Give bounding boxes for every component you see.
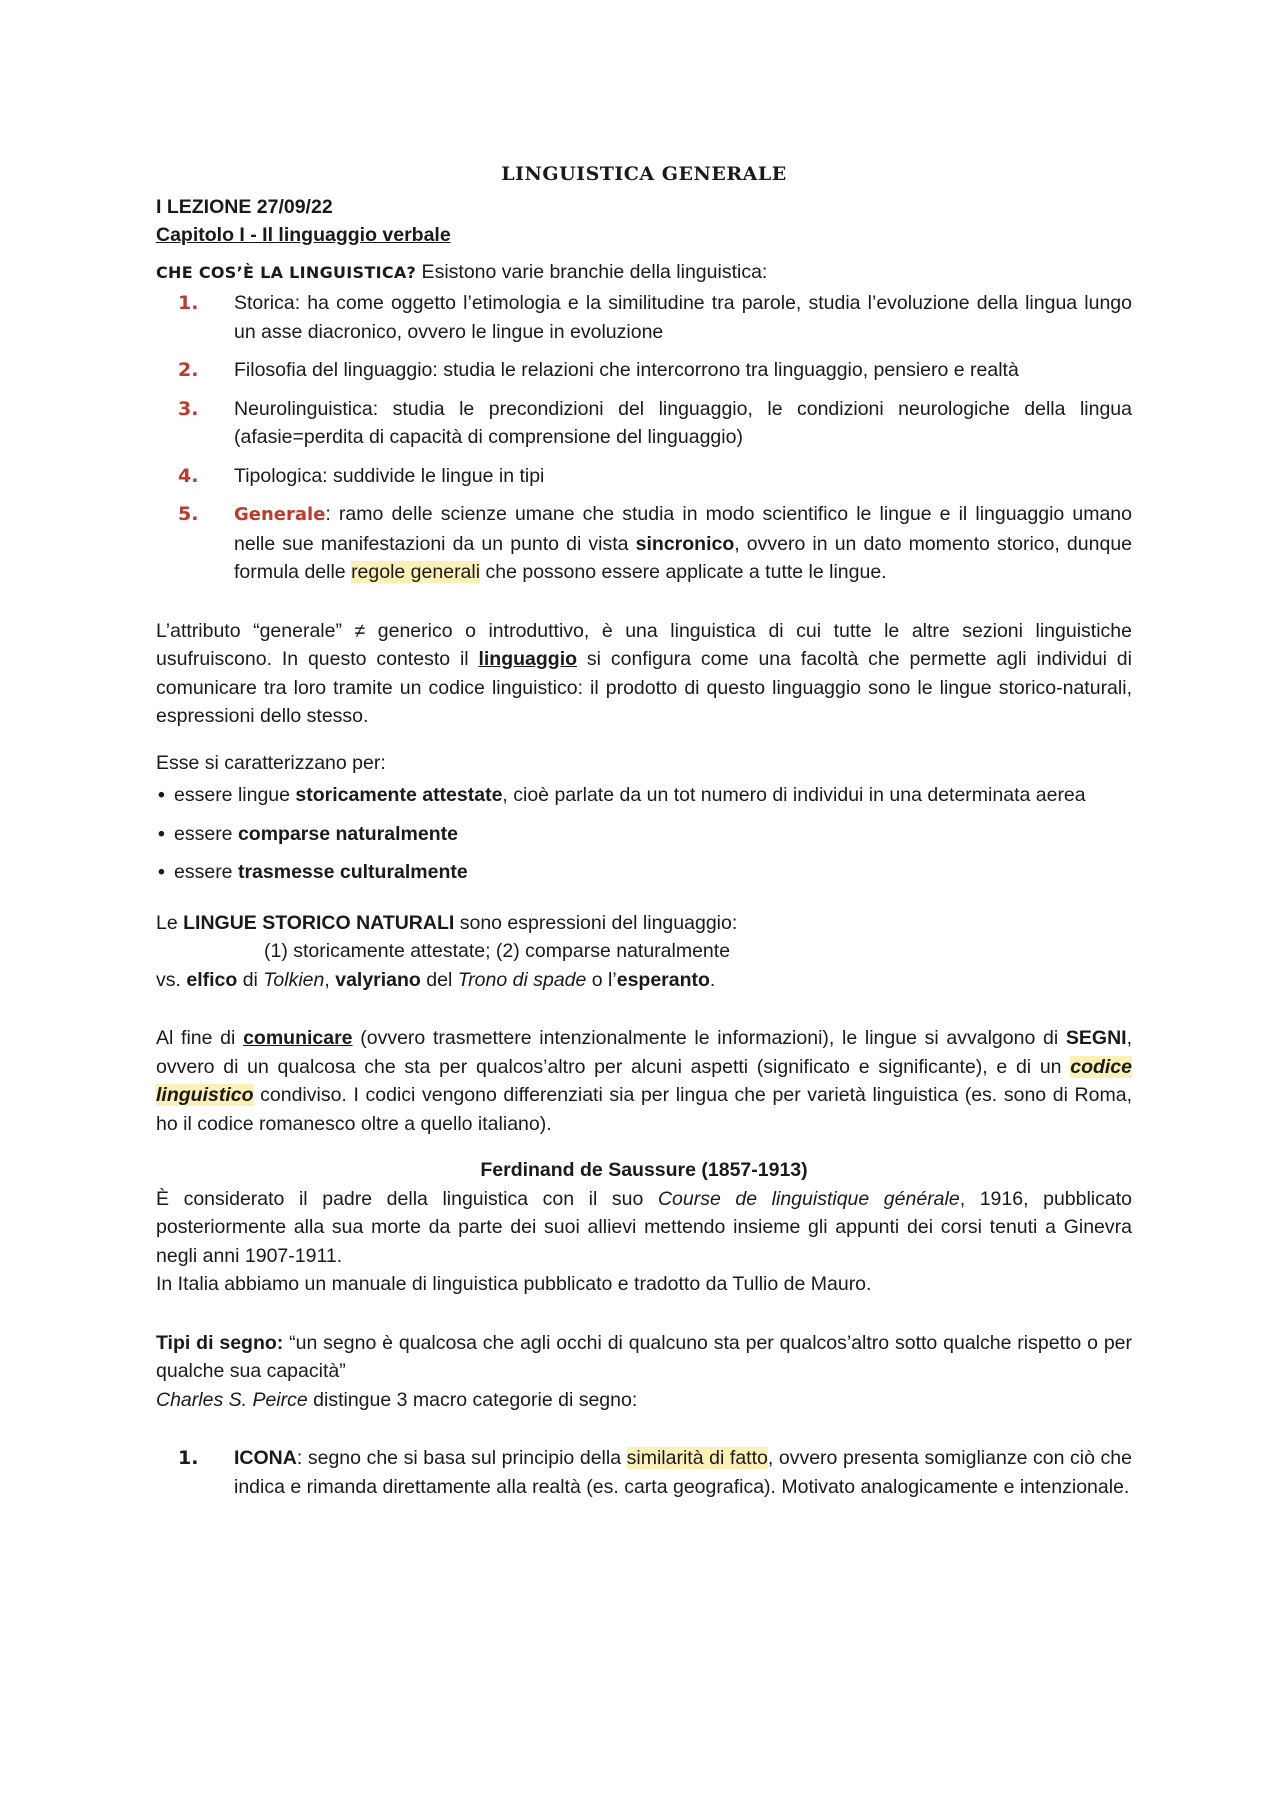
saussure-note: In Italia abbiamo un manuale di linguistica pubblicato e tradotto da Tullio de Mauro.	[156, 1273, 872, 1295]
italic-term: Tolkien	[263, 968, 325, 991]
document-page	[156, 160, 1132, 1511]
list-number: 1.	[178, 1447, 199, 1469]
bold-term: Tipi di segno:	[156, 1331, 284, 1354]
text-run: , 1916, pubblicato posteriormente alla sua morte da parte dei suoi allievi mettendo insieme gli appunti dei corsi tenuti a Ginevra negli anni 1907-1911.	[156, 1187, 1132, 1267]
list-item	[156, 1444, 1132, 1501]
underlined-term: linguaggio	[478, 648, 578, 670]
highlighted-term: regole generali	[351, 561, 481, 583]
bold-term: trasmesse culturalmente	[237, 861, 468, 883]
list-item	[156, 395, 1132, 452]
lingue-paragraph	[156, 909, 1132, 938]
bold-term: LINGUE STORICO NATURALI	[183, 911, 455, 934]
bold-term: SEGNI	[1065, 1027, 1127, 1049]
list-item	[156, 356, 1132, 385]
bold-term: comparse naturalmente	[237, 822, 458, 845]
generale-label: Generale	[234, 504, 326, 525]
text-run: del	[420, 968, 458, 991]
list-item-text: Filosofia del linguaggio: studia le relazioni che intercorrono tra linguaggio, pensiero e realtà	[234, 359, 1019, 381]
bold-term: esperanto	[616, 968, 710, 991]
intro-question: CHE COS’È LA LINGUISTICA?	[156, 262, 417, 282]
text-run: , ovvero presenta somiglianze con ciò che indica e rimanda direttamente alla realtà (es. carta geografica). Motivato analogicamente e intenzionale.	[234, 1447, 1132, 1498]
list-item	[156, 781, 1132, 810]
bold-term: ICONA	[234, 1447, 297, 1469]
document-title: LINGUISTICA GENERALE	[501, 163, 787, 185]
saussure-paragraph	[156, 1185, 1132, 1271]
text-run: condiviso. I codici vengono differenziati sia per lingua che per varietà linguistica (es. sono di Roma, ho il codice romanesco oltre a quello italiano).	[156, 1084, 1132, 1135]
list-item-text: Neurolinguistica: studia le precondizioni del linguaggio, le condizioni neurologiche della lingua (afasie=perdita di capacità di comprensione del linguaggio)	[234, 397, 1132, 448]
text-run: .	[709, 968, 716, 991]
text-run: vs.	[156, 968, 187, 991]
peirce-line	[156, 1386, 1132, 1415]
list-number: 2.	[178, 359, 199, 381]
bold-term: sincronico	[635, 532, 735, 555]
highlighted-term: similarità di fatto	[626, 1447, 768, 1469]
text-run: sono espressioni del linguaggio:	[454, 911, 738, 934]
list-item	[156, 500, 1132, 587]
text-run: : ramo delle scienze umane che studia in modo scientifico le lingue e il linguaggio umano nelle sue manifestazioni da un punto di vista	[234, 503, 1132, 555]
bold-term: storicamente attestate	[295, 784, 503, 806]
text-run: È considerato il padre della linguistica con il suo	[156, 1187, 658, 1210]
text-run: “un segno è qualcosa che agli occhi di qualcuno sta per qualcos’altro sotto qualche rispetto o per qualche sua capacità”	[156, 1331, 1132, 1382]
text-run: ,	[324, 968, 336, 991]
intro-text: Esistono varie branchie della linguistica:	[416, 260, 768, 283]
list-item-text: Storica: ha come oggetto l’etimologia e la similitudine tra parole, studia l’evoluzione della lingua lungo un asse diacronico, ovvero le lingue in evoluzione	[234, 292, 1132, 343]
bold-term: valyriano	[335, 968, 421, 991]
text-run: Al fine di	[156, 1027, 244, 1049]
features-list	[156, 781, 1132, 887]
lingue-properties: (1) storicamente attestate; (2) comparse naturalmente	[264, 940, 731, 962]
list-number: 1.	[178, 292, 199, 314]
text-run: , ovvero di un qualcosa che sta per qualcos’altro per alcuni aspetti (significato e significante), e di un	[156, 1027, 1132, 1078]
text-run: L’attributo “generale” ≠ generico o introduttivo, è una linguistica di cui tutte le altre sezioni linguistiche usufruiscono. In questo contesto il	[156, 619, 1132, 670]
branches-list	[156, 289, 1132, 587]
list-item	[156, 462, 1132, 491]
bold-term: elfico	[186, 968, 238, 991]
highlighted-term: codice linguistico	[156, 1055, 1132, 1106]
chapter-heading: Capitolo I - Il linguaggio verbale	[156, 224, 451, 246]
list-item-text: Tipologica: suddivide le lingue in tipi	[234, 464, 545, 487]
text-run: distingue 3 macro categorie di segno:	[307, 1388, 638, 1411]
underlined-term: comunicare	[243, 1027, 353, 1049]
saussure-heading: Ferdinand de Saussure (1857-1913)	[480, 1159, 808, 1181]
text-run: , cioè parlate da un tot numero di individui in una determinata aerea	[502, 784, 1086, 806]
paragraph-comunicare	[156, 1024, 1132, 1138]
text-run: essere	[174, 861, 238, 883]
list-number: 3.	[178, 397, 199, 420]
lesson-heading: I LEZIONE 27/09/22	[156, 195, 333, 218]
sign-types-list	[156, 1444, 1132, 1501]
text-run: , ovvero in un dato momento storico, dunque formula delle	[234, 532, 1133, 583]
text-run: essere lingue	[174, 784, 296, 806]
segno-paragraph	[156, 1329, 1132, 1386]
italic-term: Trono di spade	[457, 968, 587, 991]
features-intro: Esse si caratterizzano per:	[156, 751, 386, 774]
text-run: : segno che si basa sul principio della	[296, 1447, 627, 1469]
list-number: 4.	[178, 464, 199, 487]
list-item	[156, 289, 1132, 346]
italic-term: Course de linguistique générale	[657, 1187, 960, 1210]
text-run: si configura come una facoltà che permette agli individui di comunicare tra loro tramite un codice linguistico: il prodotto di questo linguaggio sono le lingue storico-naturali, espressioni dello stesso.	[156, 648, 1132, 727]
list-item	[156, 858, 1132, 887]
text-run: (ovvero trasmettere intenzionalmente le informazioni), le lingue si avvalgono di	[352, 1027, 1066, 1049]
text-run: che possono essere applicate a tutte le lingue.	[480, 561, 887, 583]
text-run: o l’	[586, 968, 617, 991]
text-run: essere	[174, 822, 238, 845]
lingue-contrast	[156, 966, 1132, 995]
list-number: 5.	[178, 503, 199, 525]
text-run: di	[237, 968, 264, 991]
intro-paragraph	[156, 258, 1132, 288]
list-item	[156, 820, 1132, 849]
text-run: Le	[156, 911, 184, 934]
italic-term: Charles S. Peirce	[156, 1388, 308, 1411]
paragraph-attributo	[156, 617, 1132, 731]
